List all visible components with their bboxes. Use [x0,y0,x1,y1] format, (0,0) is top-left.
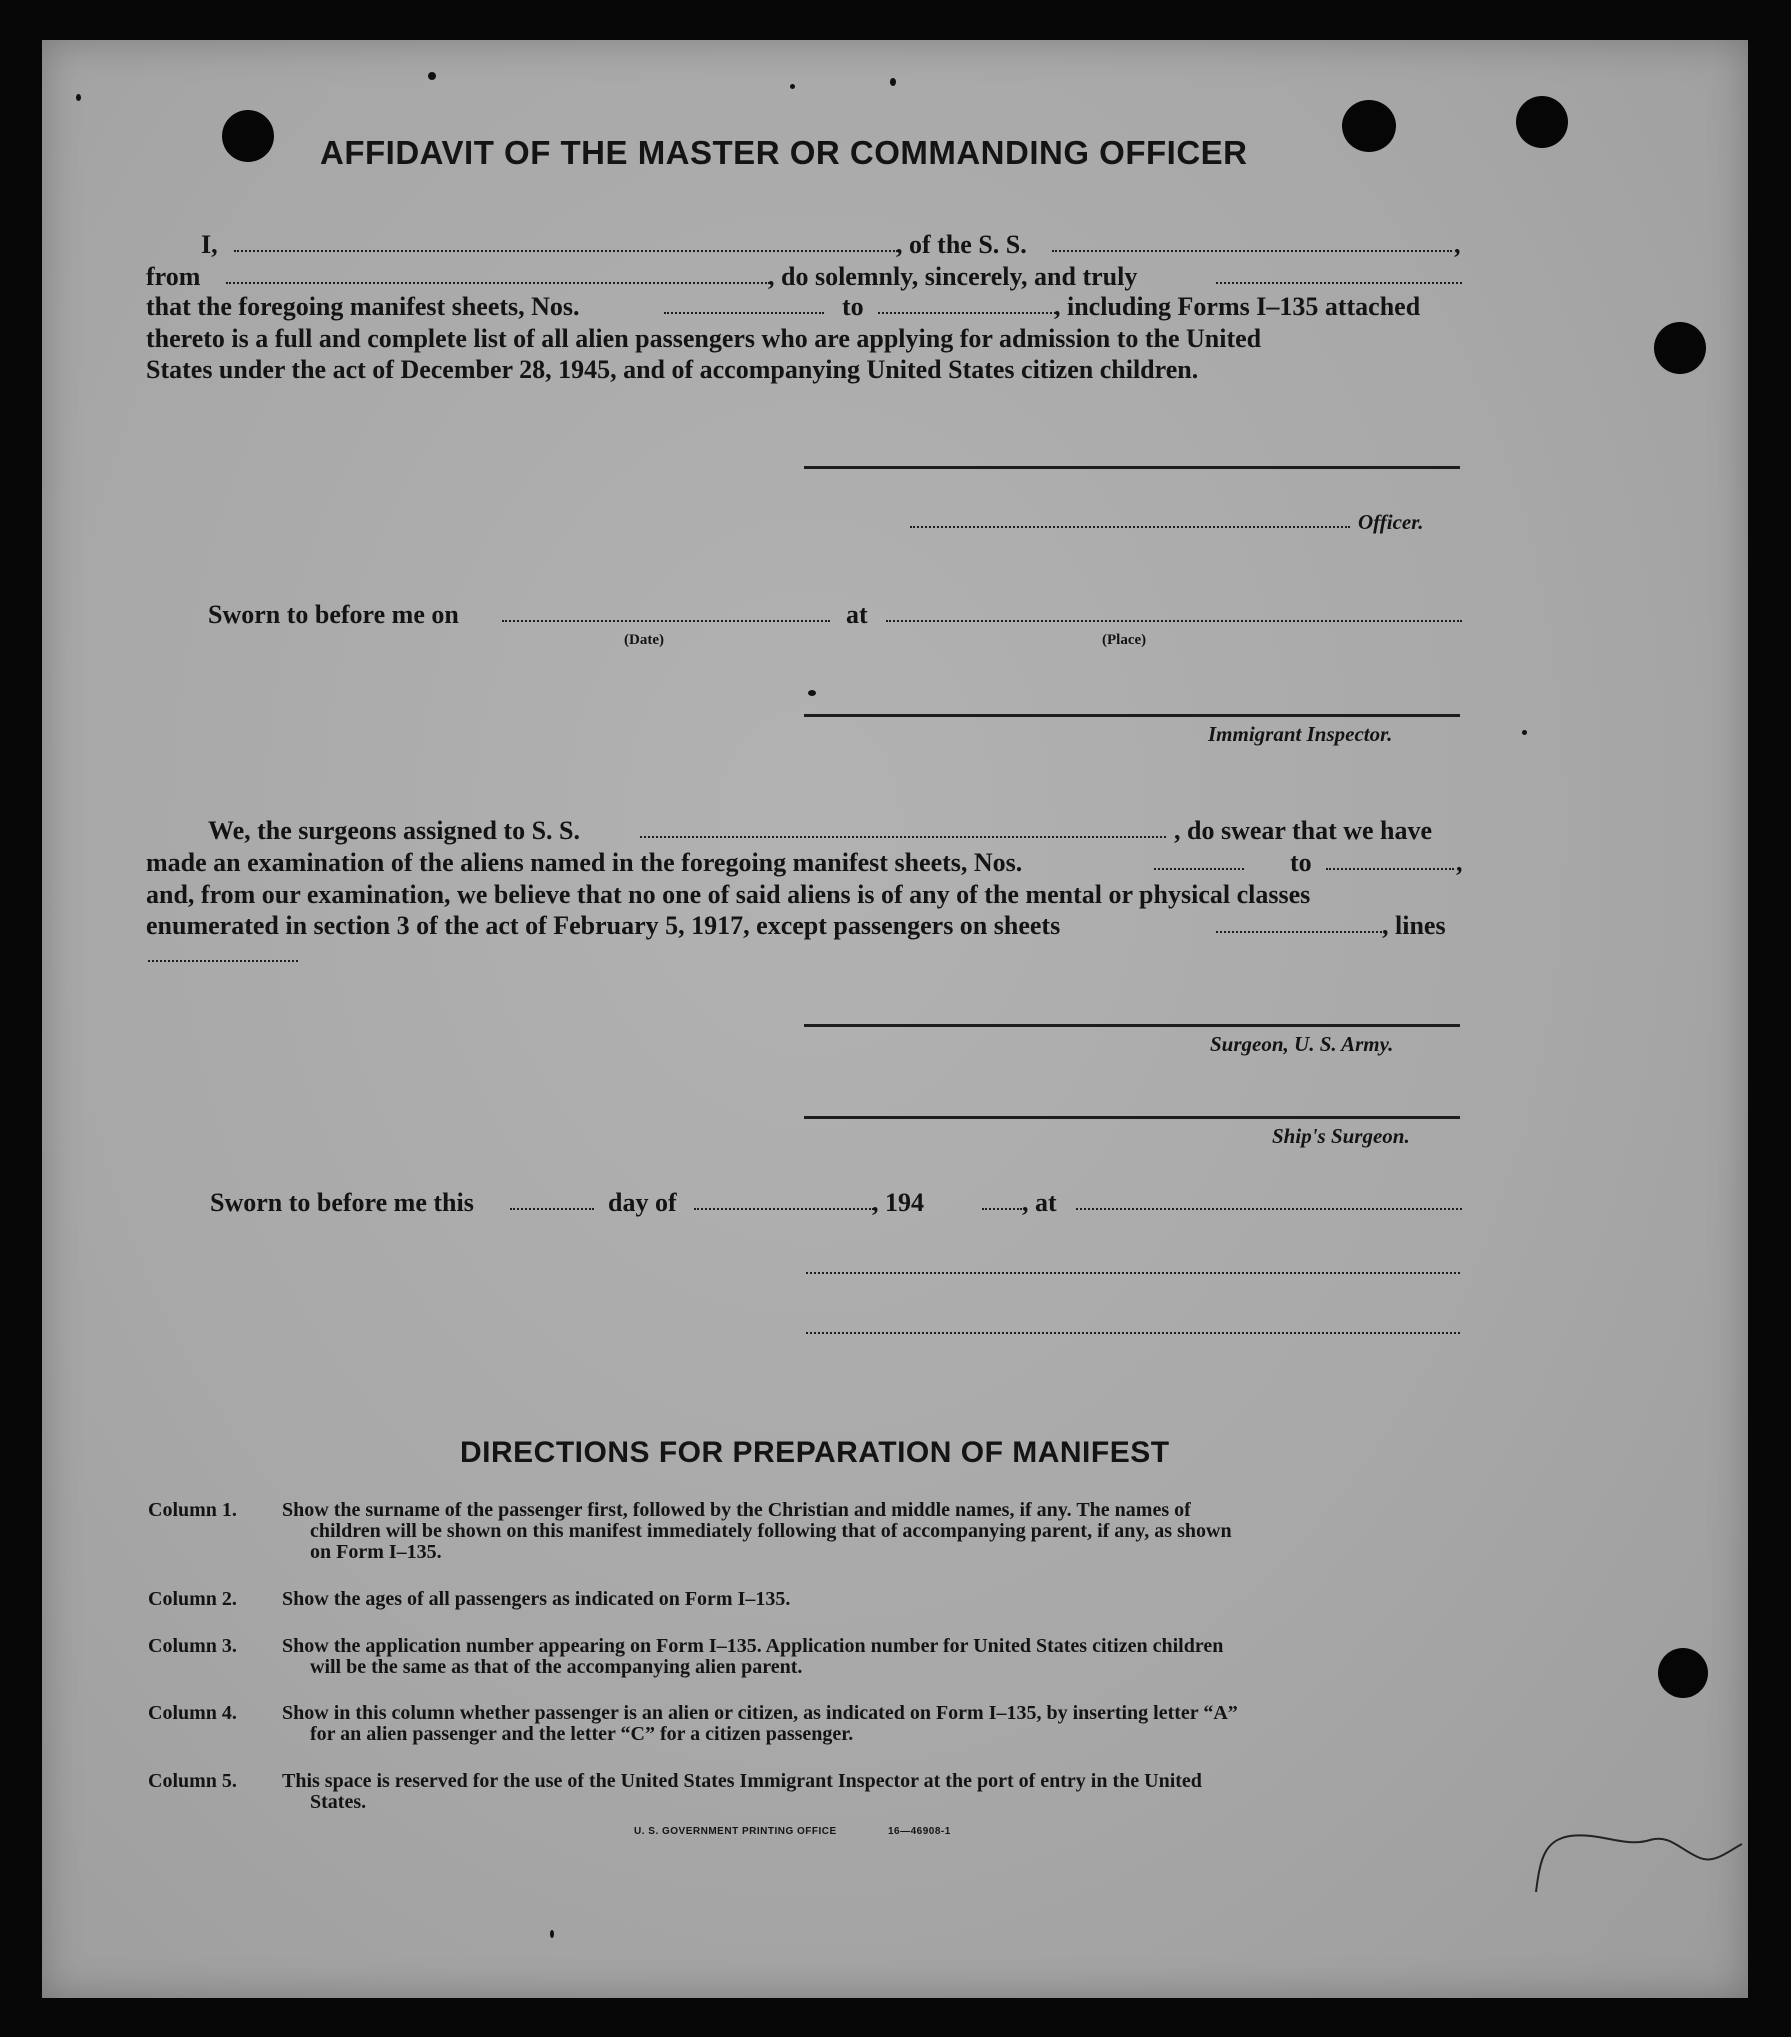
sworn-signature-line-2[interactable] [806,1332,1460,1334]
direction-label: Column 1. [148,1499,237,1521]
inspector-label: Immigrant Inspector. [1208,722,1393,746]
except-sheets-field[interactable] [1216,911,1382,933]
text: to [1290,848,1312,877]
direction-line: This space is reserved for the use of the United States Immigrant Inspector at the port of entry in the United [282,1770,1202,1792]
oath-field[interactable] [1216,262,1462,284]
text: , of the S. S. [896,230,1027,259]
text: at [846,600,868,629]
direction-text [282,1500,1464,1563]
punch-hole-top-left [222,110,274,162]
sworn-signature-line-1[interactable] [806,1272,1460,1274]
master-name-field[interactable] [234,230,898,252]
direction-line: children will be shown on this manifest immediately following that of accompanying parent, if any, as shown [310,1520,1232,1542]
text: made an examination of the aliens named in the foregoing manifest sheets, Nos. [146,848,1023,877]
ink-speck [808,690,816,696]
date-label: (Date) [624,632,664,648]
punch-hole-right-upper [1654,322,1706,374]
direction-text [282,1703,1464,1745]
text: , including Forms I–135 attached [1054,292,1421,321]
sworn-year-field[interactable] [982,1188,1022,1210]
text: that the foregoing manifest sheets, Nos. [146,292,580,321]
direction-line: for an alien passenger and the letter “C” for a citizen passenger. [310,1723,854,1745]
officer-label: Officer. [1358,510,1424,534]
text: , do swear that we have [1174,816,1433,845]
direction-line: will be the same as that of the accompanying alien parent. [310,1656,803,1678]
ink-speck [790,84,795,89]
text: , at [1022,1188,1057,1217]
except-lines-field[interactable] [148,960,298,962]
affidavit-line-4: thereto is a full and complete list of all alien passengers who are applying for admission to the United [146,324,1262,353]
text: to [842,292,864,321]
ship-name-field[interactable] [1052,230,1452,252]
text: day of [608,1188,677,1217]
direction-line: Show the application number appearing on Form I–135. Application number for United States citizen children [282,1635,1224,1657]
form-code: 16—46908-1 [888,1826,951,1837]
ship-surgeon-signature-line[interactable] [804,1116,1460,1119]
sworn-month-field[interactable] [694,1188,874,1210]
surgeon-sheets-from-field[interactable] [1154,848,1244,870]
direction-line: Show the surname of the passenger first, followed by the Christian and middle names, if any. The names of [282,1499,1191,1521]
direction-label: Column 3. [148,1635,237,1657]
direction-line: States. [310,1791,367,1813]
army-surgeon-signature-line[interactable] [804,1024,1460,1027]
army-surgeon-label: Surgeon, U. S. Army. [1210,1032,1394,1056]
text: I, [201,230,218,259]
direction-line: Show the ages of all passengers as indicated on Form I–135. [282,1588,791,1610]
officer-title-line[interactable] [910,526,1350,528]
direction-text [282,1771,1464,1813]
direction-label: Column 4. [148,1702,237,1724]
text: , 194 [872,1188,924,1217]
direction-text [282,1636,1464,1678]
surgeon-ship-field[interactable] [640,816,1166,838]
sworn-date-field[interactable] [502,600,830,622]
ink-speck [428,72,436,80]
affidavit-title: AFFIDAVIT OF THE MASTER OR COMMANDING OFFICER [320,134,1248,171]
text: , [1454,230,1461,259]
printer-imprint: U. S. GOVERNMENT PRINTING OFFICE [634,1826,837,1837]
text: , [1456,848,1463,877]
surgeons-line-3: and, from our examination, we believe that no one of said aliens is of any of the mental or physical classes [146,880,1311,909]
inspector-signature-line[interactable] [804,714,1460,717]
ink-speck [1522,730,1527,735]
text: from [146,262,201,291]
punch-hole-right-lower [1658,1648,1708,1698]
pencil-mark [1530,1820,1750,1900]
text: We, the surgeons assigned to S. S. [208,816,580,845]
port-from-field[interactable] [226,262,770,284]
text: Sworn to before me on [208,600,459,629]
direction-line: on Form I–135. [310,1541,442,1563]
direction-line: Show in this column whether passenger is an alien or citizen, as indicated on Form I–135, by inserting letter “A” [282,1702,1238,1724]
direction-text [282,1589,1464,1610]
place-label: (Place) [1102,632,1147,648]
text: , lines [1382,911,1446,940]
ship-surgeon-label: Ship's Surgeon. [1272,1124,1410,1148]
punch-hole-top-right [1516,96,1568,148]
sworn-day-field[interactable] [510,1188,594,1210]
directions-title: DIRECTIONS FOR PREPARATION OF MANIFEST [460,1436,1170,1469]
text: enumerated in section 3 of the act of February 5, 1917, except passengers on sheets [146,911,1061,940]
sheets-from-field[interactable] [664,292,824,314]
punch-hole-top-mid [1342,100,1396,152]
direction-label: Column 5. [148,1770,237,1792]
ink-speck [76,94,81,101]
direction-label: Column 2. [148,1588,237,1610]
affidavit-line-5: States under the act of December 28, 1945, and of accompanying United States citizen children. [146,355,1199,384]
sworn-place-field[interactable] [886,600,1462,622]
ink-speck [550,1930,554,1938]
ink-speck [890,78,896,86]
text: , do solemnly, sincerely, and truly [768,262,1138,291]
sheets-to-field[interactable] [878,292,1056,314]
officer-signature-line[interactable] [804,466,1460,469]
sworn-at-field[interactable] [1076,1188,1462,1210]
text: Sworn to before me this [210,1188,474,1217]
surgeon-sheets-to-field[interactable] [1326,848,1454,870]
